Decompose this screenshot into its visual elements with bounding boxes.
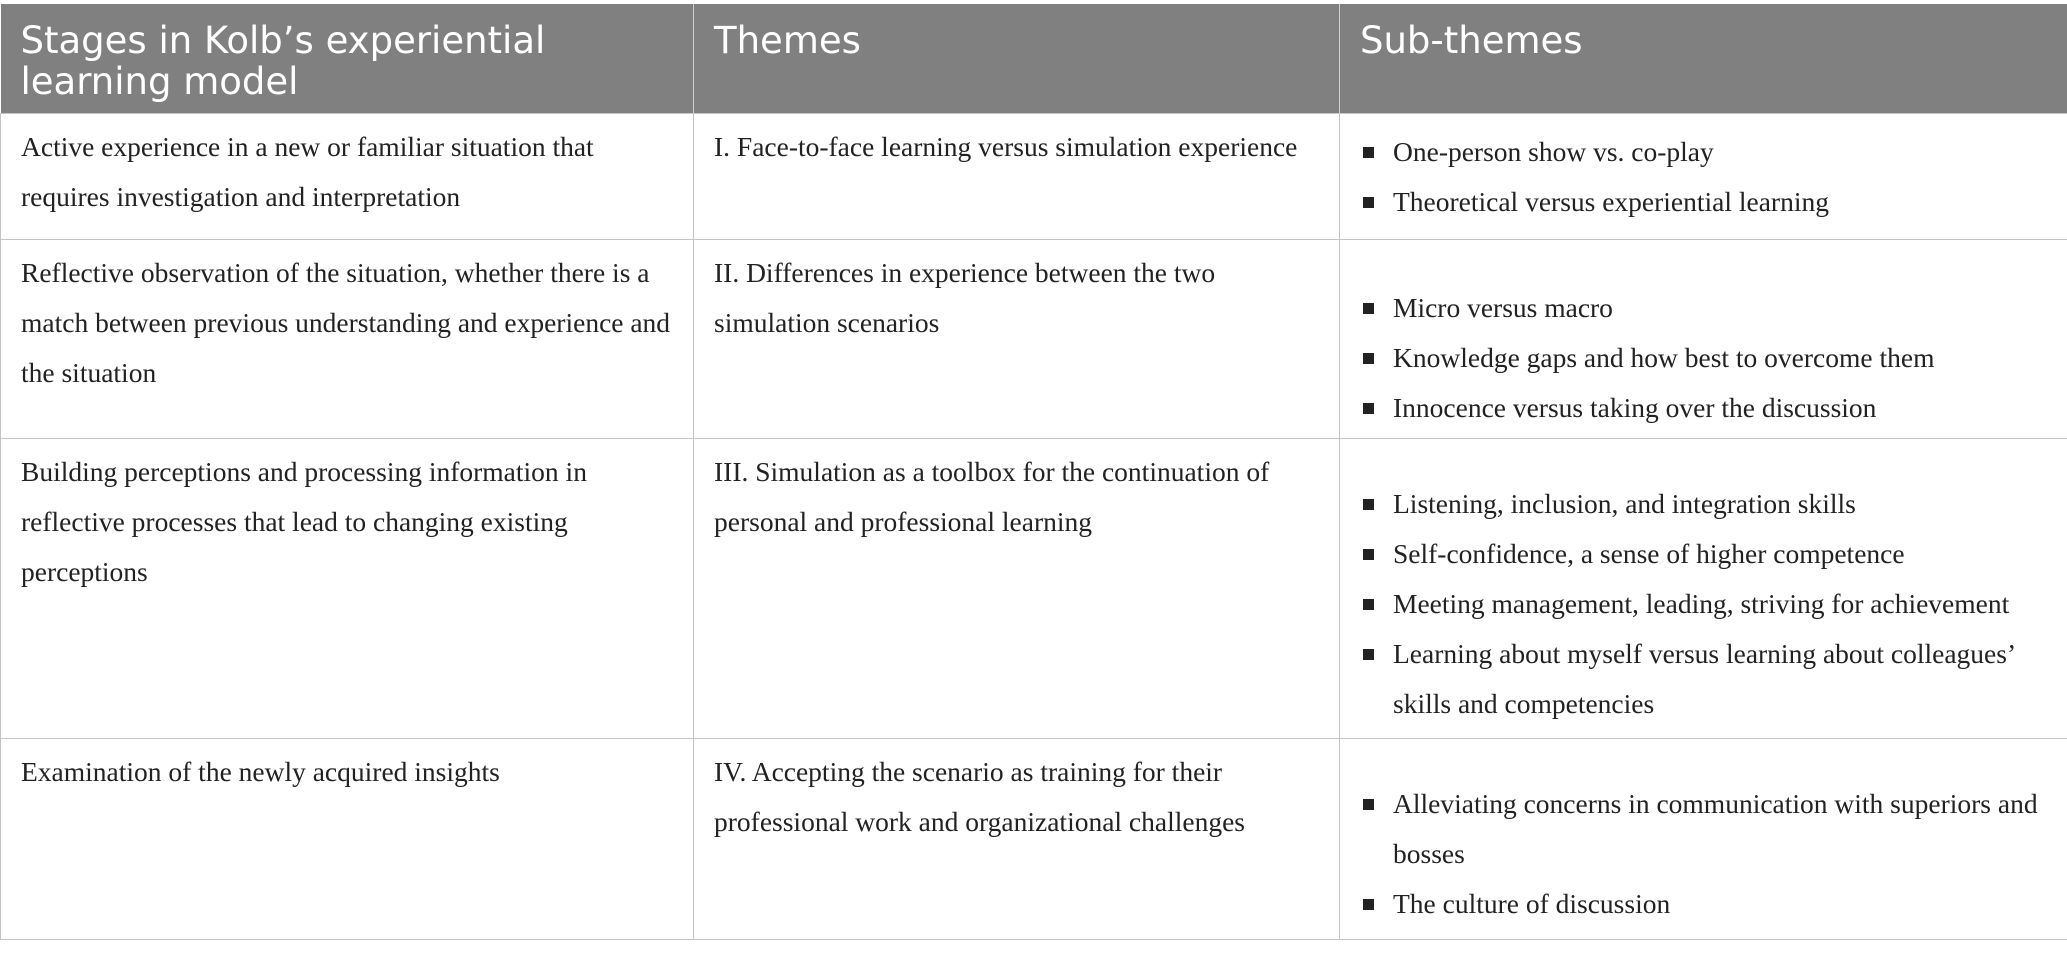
- sub-theme-text: One-person show vs. co-play: [1393, 135, 1714, 167]
- stage-cell: Reflective observation of the situation, whether there is a match between previous understanding and experience and the situation: [1, 240, 694, 439]
- list-item: [1360, 127, 2047, 177]
- square-bullet-icon: [1363, 899, 1374, 910]
- sub-theme-text: The culture of discussion: [1393, 888, 1671, 919]
- theme-cell: II. Differences in experience between the two simulation scenarios: [694, 240, 1340, 439]
- header-stages: Stages in Kolb’s experiential learning model: [1, 4, 694, 114]
- list-item: [1360, 879, 2047, 929]
- header-row: [1, 4, 2067, 114]
- theme-cell: IV. Accepting the scenario as training for their professional work and organizational challenges: [694, 739, 1340, 940]
- sub-themes-cell: [1340, 739, 2067, 940]
- list-item: [1360, 529, 2047, 579]
- table-row: [1, 739, 2067, 940]
- square-bullet-icon: [1363, 549, 1374, 560]
- sub-theme-text: Alleviating concerns in communication with superiors and bosses: [1393, 788, 2038, 869]
- sub-theme-text: Theoretical versus experiential learning: [1393, 185, 1829, 217]
- sub-themes-list: [1360, 283, 2047, 433]
- header-sub-themes: Sub-themes: [1340, 4, 2067, 114]
- list-item: [1360, 383, 2047, 433]
- sub-theme-text: Meeting management, leading, striving for achievement: [1393, 587, 2010, 619]
- stage-cell: Examination of the newly acquired insights: [1, 739, 694, 940]
- sub-theme-text: Listening, inclusion, and integration skills: [1393, 487, 1856, 519]
- table-container: [0, 4, 2067, 940]
- table-row: [1, 240, 2067, 439]
- list-item: [1360, 333, 2047, 383]
- square-bullet-icon: [1363, 599, 1374, 610]
- stage-cell: Active experience in a new or familiar situation that requires investigation and interpretation: [1, 114, 694, 240]
- kolb-themes-table: [0, 4, 2067, 940]
- sub-themes-cell: [1340, 240, 2067, 439]
- sub-themes-cell: [1340, 439, 2067, 739]
- table-row: [1, 114, 2067, 240]
- theme-cell: I. Face-to-face learning versus simulation experience: [694, 114, 1340, 240]
- list-item: [1360, 283, 2047, 333]
- list-item: [1360, 177, 2047, 227]
- sub-theme-text: Knowledge gaps and how best to overcome them: [1393, 342, 1935, 373]
- square-bullet-icon: [1363, 403, 1374, 414]
- square-bullet-icon: [1363, 147, 1374, 158]
- square-bullet-icon: [1363, 303, 1374, 314]
- sub-themes-list: [1360, 127, 2047, 227]
- list-item: [1360, 629, 2047, 729]
- sub-theme-text: Micro versus macro: [1393, 292, 1613, 323]
- sub-themes-cell: [1340, 114, 2067, 240]
- list-item: [1360, 479, 2047, 529]
- table-row: [1, 439, 2067, 739]
- header-themes: Themes: [694, 4, 1340, 114]
- square-bullet-icon: [1363, 197, 1374, 208]
- square-bullet-icon: [1363, 353, 1374, 364]
- sub-theme-text: Self-confidence, a sense of higher competence: [1393, 537, 1905, 569]
- sub-themes-list: [1360, 779, 2047, 929]
- theme-cell: III. Simulation as a toolbox for the continuation of personal and professional learning: [694, 439, 1340, 739]
- stage-cell: Building perceptions and processing information in reflective processes that lead to changing existing perceptions: [1, 439, 694, 739]
- sub-themes-list: [1360, 479, 2047, 729]
- square-bullet-icon: [1363, 499, 1374, 510]
- sub-theme-text: Innocence versus taking over the discussion: [1393, 392, 1877, 423]
- list-item: [1360, 779, 2047, 879]
- square-bullet-icon: [1363, 649, 1374, 660]
- list-item: [1360, 579, 2047, 629]
- sub-theme-text: Learning about myself versus learning about colleagues’ skills and competencies: [1393, 637, 2015, 719]
- square-bullet-icon: [1363, 799, 1374, 810]
